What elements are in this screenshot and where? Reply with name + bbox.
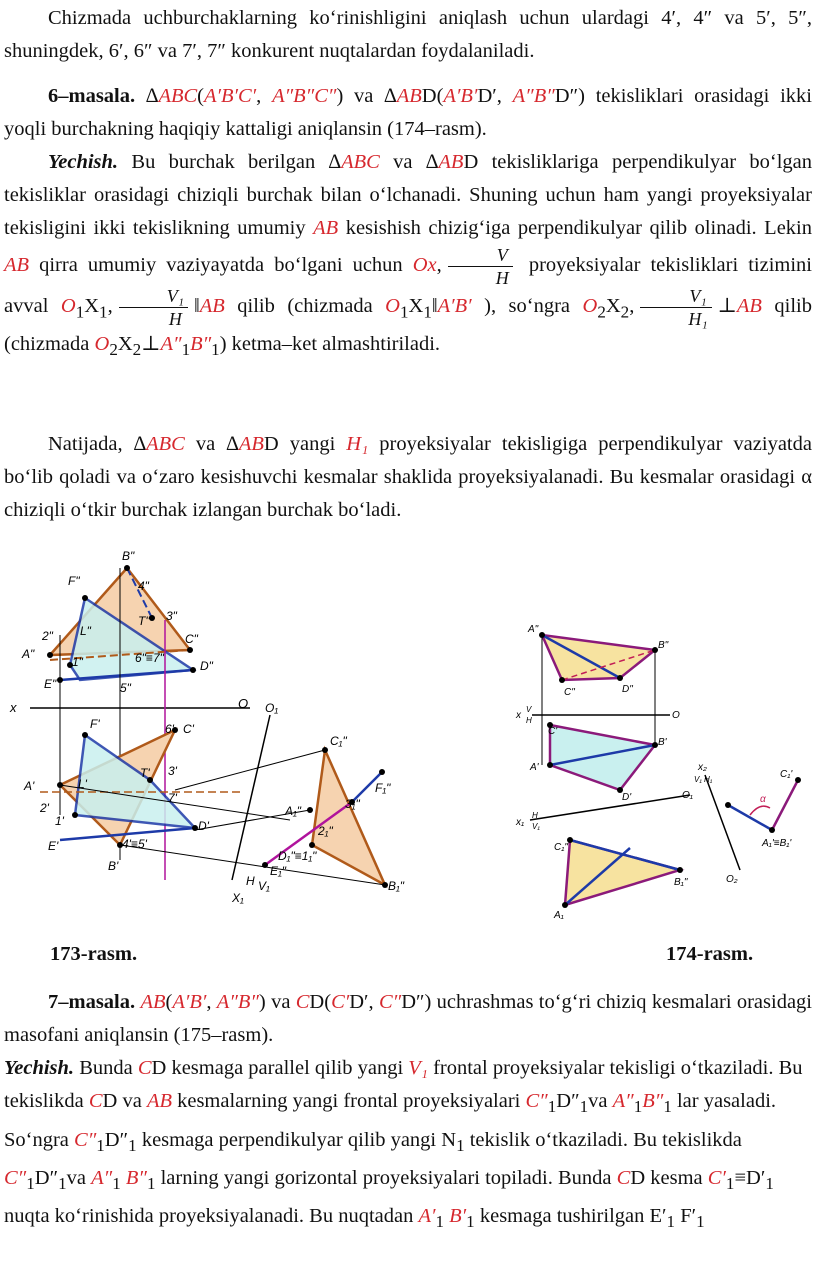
math-term: C′	[707, 1166, 726, 1189]
text: D kesma	[630, 1166, 708, 1189]
label: T"	[138, 614, 150, 628]
label: A"	[528, 624, 539, 635]
label: 3"	[166, 609, 177, 623]
label: C₁'	[780, 769, 793, 780]
text: ⊥	[717, 294, 737, 317]
label: L"	[80, 624, 91, 638]
label: H	[532, 811, 538, 820]
text: qirra umumiy vaziyayatda bo‘lgani uchun	[29, 253, 413, 276]
math-term: B′	[449, 1205, 467, 1228]
math-term: AB	[146, 1090, 172, 1113]
subscript: 1	[26, 1173, 35, 1193]
math-term: B″	[190, 333, 212, 356]
fraction-denominator: H	[495, 267, 509, 288]
math-term: B″	[642, 1090, 664, 1113]
paragraph-text: Chizmada uchburchaklarning ko‘rinishligini aniqlash uchun ulardagi 4′, 4″ va 5′, 5″, shuningdek, 6′, 6″ va 7′, 7″ konkurent nuqtalardan foydalaniladi.	[4, 7, 812, 63]
text: va	[588, 1090, 613, 1113]
label: X₁	[232, 891, 244, 905]
subscript: 1	[633, 1097, 643, 1117]
label: D"	[200, 659, 213, 673]
label: B'	[108, 859, 119, 873]
math-term: ABC	[146, 433, 185, 455]
math-term: AB	[238, 433, 264, 455]
text: ) va ∆	[336, 85, 397, 107]
fraction-numerator: V₁	[640, 287, 711, 308]
text: va ∆	[184, 433, 239, 455]
subscript: 1	[765, 1173, 774, 1193]
problem-7-statement	[4, 986, 812, 1052]
math-term: AB	[396, 85, 422, 107]
text: ,	[436, 253, 442, 276]
text: ∆	[135, 85, 159, 107]
text: (	[165, 991, 173, 1013]
label: D'	[198, 819, 209, 833]
x-label: x	[10, 700, 17, 715]
math-term: ABC	[158, 85, 198, 107]
subscript: 1	[99, 301, 108, 321]
text: X	[408, 294, 424, 317]
math-term: V₁	[408, 1057, 428, 1079]
math-term: A″	[91, 1166, 113, 1189]
subscript: 1	[666, 1212, 676, 1232]
subscript: 1	[211, 340, 220, 360]
text: kesmalarning yangi frontal proyeksiyalari	[171, 1090, 526, 1113]
fraction-numerator: V₁	[119, 287, 188, 308]
math-term: AB	[313, 217, 339, 240]
text: D″) uchrashmas to‘g‘ri chiziq kesmalari orasidagi masofani aniqlansin (175–rasm).	[4, 991, 813, 1047]
math-term: A′	[418, 1205, 436, 1228]
label: x₁	[516, 817, 525, 828]
subscript: 1	[75, 301, 85, 321]
math-term: C	[616, 1166, 631, 1189]
figure-173	[0, 540, 420, 910]
label: 1"	[72, 655, 83, 669]
math-term: O	[385, 294, 400, 317]
math-term: A′B′	[437, 294, 472, 317]
quad-front	[542, 635, 655, 680]
text: ,	[206, 991, 217, 1013]
math-term: C′	[331, 991, 350, 1013]
math-term: B″	[125, 1166, 147, 1189]
math-term: A′B′	[443, 85, 478, 107]
text: ‖	[431, 294, 438, 317]
label: A₁	[554, 910, 564, 920]
label: H	[526, 716, 532, 725]
label: 7'	[168, 791, 177, 805]
math-term: Ox	[412, 253, 437, 276]
label: 3₁"	[345, 797, 360, 811]
axis-o2	[705, 775, 740, 870]
label: C"	[185, 632, 198, 646]
math-term: O	[94, 333, 110, 356]
problem-label: 7–masala.	[48, 991, 136, 1013]
text: F′	[675, 1205, 697, 1228]
figure-174	[510, 620, 816, 920]
text: va	[66, 1166, 92, 1189]
paragraph-result	[4, 428, 812, 528]
label: 2"	[42, 629, 53, 643]
triangle-c1-b1	[312, 750, 385, 885]
label: E"	[44, 677, 57, 691]
subscript: 1	[725, 1173, 735, 1193]
subscript: 1	[423, 301, 432, 321]
text: proyeksiyalar tekisligiga perpendikulyar vaziyatda bo‘lib qoladi va o‘zaro kesishuvchi kesmalar shaklida proyeksiyalanadi. Bu kesmalar orasidagi α chiziqli o‘tkir burchak izlangan burchak bo‘ladi.	[4, 433, 812, 522]
label: H	[246, 874, 255, 888]
problem-label: 6–masala.	[48, 85, 136, 107]
math-term: C″	[525, 1090, 548, 1113]
text: tekislik o‘tkaziladi. Bu tekislikda	[464, 1128, 742, 1151]
math-term: AB	[4, 253, 30, 276]
label: B₁"	[674, 877, 688, 888]
label: x₂	[698, 762, 707, 773]
label: V₁	[694, 775, 702, 784]
text: D″	[104, 1128, 129, 1151]
math-term: ABC	[341, 151, 380, 173]
label: B"	[658, 640, 669, 651]
edge	[772, 780, 798, 830]
math-term: C″	[4, 1166, 27, 1189]
label: A'	[530, 762, 539, 773]
subscript: 1	[435, 1212, 445, 1232]
subscript: 2	[597, 301, 606, 321]
text: kesmaga perpendikulyar qilib yangi N	[136, 1128, 457, 1151]
subscript: 1	[146, 1173, 156, 1193]
label: T'	[140, 766, 150, 780]
math-term: C″	[74, 1128, 97, 1151]
label: C₁"	[330, 734, 347, 748]
math-term: O	[582, 294, 598, 317]
text: D yangi	[263, 433, 347, 455]
math-term: C″	[378, 991, 402, 1013]
text: kesishish chizig‘iga perpendikulyar qilib olinadi. Lekin	[338, 217, 812, 240]
label: A₁'≡B₁'	[762, 838, 792, 849]
math-term: A″B″	[216, 991, 259, 1013]
label: D₁"≡1₁"	[278, 849, 317, 863]
text: D tekisliklariga perpendikulyar bo‘lgan tekisliklar orasidagi chiziqli burchak bilan o‘lchanadi. Shuning uchun ham yangi proyeksiyalar tekisligini ikki tekislikning umumiy	[4, 151, 812, 240]
label: A₁"	[285, 804, 302, 818]
label: 4"	[138, 579, 149, 593]
text: ≡D′	[734, 1166, 766, 1189]
label: O	[672, 710, 680, 721]
text: nuqta ko‘rinishida proyeksiyalanadi. Bu nuqtadan	[4, 1205, 419, 1228]
label: E₁"	[270, 864, 287, 878]
label: 3'	[168, 764, 177, 778]
solution-6	[4, 146, 812, 366]
math-term: A′B′C′	[204, 85, 257, 107]
label: A'	[24, 779, 35, 793]
text: X	[605, 294, 621, 317]
text: D kesmaga parallel qilib yangi	[151, 1057, 409, 1079]
label: x	[516, 710, 521, 721]
text: ,	[629, 294, 635, 317]
text: Bu burchak berilgan ∆	[118, 151, 342, 173]
subscript: 1	[58, 1173, 67, 1193]
label: B"	[122, 549, 135, 563]
label: 4'≡5'	[122, 837, 147, 851]
math-term: C	[137, 1057, 152, 1079]
text: ⊥	[141, 333, 161, 356]
math-term: A″B″C″	[272, 85, 337, 107]
math-term: H₁	[346, 433, 369, 455]
text: D va	[102, 1090, 147, 1113]
o-label: O	[238, 696, 249, 711]
fraction-denominator: H₁	[688, 308, 708, 329]
math-term: AB	[438, 151, 464, 173]
label: B₁"	[388, 879, 405, 893]
fraction-denominator: H	[168, 308, 182, 329]
quad-top	[550, 725, 655, 790]
label: 6'	[165, 722, 174, 736]
label: O₁	[265, 701, 279, 715]
fraction-v1-h	[119, 287, 188, 328]
label: 5"	[120, 681, 131, 695]
math-term: C	[88, 1090, 103, 1113]
text: D″	[34, 1166, 59, 1189]
label: D'	[622, 792, 632, 803]
subscript: 2	[620, 301, 630, 321]
text: ) ketma–ket almashtiriladi.	[219, 333, 441, 356]
label: L'	[78, 777, 87, 791]
edge	[728, 805, 772, 830]
subscript: 1	[466, 1212, 475, 1232]
subscript: 1	[112, 1173, 121, 1193]
label: V₁	[258, 879, 270, 893]
text: ,	[107, 294, 113, 317]
text: qilib (chizmada	[224, 294, 386, 317]
text: D′,	[477, 85, 513, 107]
math-term: AB	[736, 294, 762, 317]
text: va ∆	[379, 151, 439, 173]
label: F"	[68, 574, 80, 588]
text: D′,	[349, 991, 379, 1013]
text: kesmaga tushirilgan E′	[474, 1205, 667, 1228]
subscript: 1	[96, 1135, 105, 1155]
solution-label: Yechish.	[4, 1057, 75, 1079]
caption-174: 174-rasm.	[666, 943, 754, 965]
fraction-v1-h1	[640, 287, 711, 328]
subscript: 1	[128, 1135, 137, 1155]
math-term: A″B″	[512, 85, 555, 107]
text: X	[84, 294, 100, 317]
text: D(	[309, 991, 332, 1013]
label: D"	[622, 684, 633, 695]
label: B'	[658, 737, 667, 748]
solution-7	[4, 1052, 812, 1238]
label: V₁	[532, 822, 540, 831]
paragraph-intro	[4, 2, 812, 68]
math-term: C	[295, 991, 310, 1013]
math-term: AB	[199, 294, 225, 317]
text: lar yasaladi. So‘ngra	[4, 1090, 777, 1151]
subscript: 1	[399, 301, 409, 321]
text: D″	[556, 1090, 580, 1113]
math-term: O	[60, 294, 76, 317]
label: F'	[90, 717, 100, 731]
label: H₁	[704, 775, 713, 784]
subscript: 1	[181, 340, 191, 360]
subscript: 1	[547, 1097, 557, 1117]
label: 2'	[40, 801, 49, 815]
label: O₂	[726, 874, 738, 885]
text: X	[117, 333, 133, 356]
text: larning yangi gorizontal proyeksiyalari topiladi. Bunda	[155, 1166, 617, 1189]
angle-arc	[750, 806, 770, 815]
label: C'	[548, 726, 558, 737]
text: ,	[256, 85, 273, 107]
subscript: 1	[696, 1212, 705, 1232]
label: 2₁"	[318, 824, 333, 838]
math-term: AB	[140, 991, 166, 1013]
label: C"	[564, 687, 575, 698]
label: A"	[22, 647, 35, 661]
label: E'	[48, 839, 59, 853]
fraction-numerator: V	[448, 246, 513, 267]
label: 1'	[55, 814, 64, 828]
text: frontal proyeksiyalar tekisligi o‘tkaziladi. Bu tekislikda	[4, 1057, 803, 1113]
label: F₁"	[375, 781, 391, 795]
math-term: A″	[160, 333, 182, 356]
label: α	[760, 794, 766, 805]
caption-173: 173-rasm.	[50, 943, 138, 965]
solution-label: Yechish.	[48, 151, 119, 173]
text: qilib (chizmada	[4, 294, 812, 356]
subscript: 1	[456, 1135, 465, 1155]
projection-line	[175, 750, 325, 790]
axis-o1x1	[232, 715, 270, 880]
label: C'	[183, 722, 194, 736]
label: 6"≡7"	[135, 651, 164, 665]
text: ) va	[258, 991, 296, 1013]
fraction-v-h	[448, 246, 513, 287]
label: V	[526, 705, 532, 714]
text: Natijada, ∆	[48, 433, 147, 455]
text: D(	[421, 85, 444, 107]
subscript: 2	[132, 340, 142, 360]
text: ‖	[193, 294, 200, 317]
axis-o1	[530, 795, 690, 820]
text: D″) tekisliklari orasidagi ikki yoqli burchakning haqiqiy kattaligi aniqlansin (174–rasm).	[4, 85, 813, 141]
math-term: A′B′	[172, 991, 207, 1013]
subscript: 2	[109, 340, 118, 360]
text: Bunda	[74, 1057, 138, 1079]
math-term: A″	[612, 1090, 634, 1113]
problem-6-statement	[4, 80, 812, 146]
text: proyeksiyalar tekisliklari tizimini avval	[4, 253, 812, 317]
text: ), so‘ngra	[471, 294, 583, 317]
subscript: 1	[579, 1097, 589, 1117]
subscript: 1	[663, 1097, 672, 1117]
label: O₁	[682, 790, 693, 801]
text: (	[197, 85, 204, 107]
label: C₁"	[554, 842, 568, 853]
triangle-bottom	[565, 840, 680, 905]
